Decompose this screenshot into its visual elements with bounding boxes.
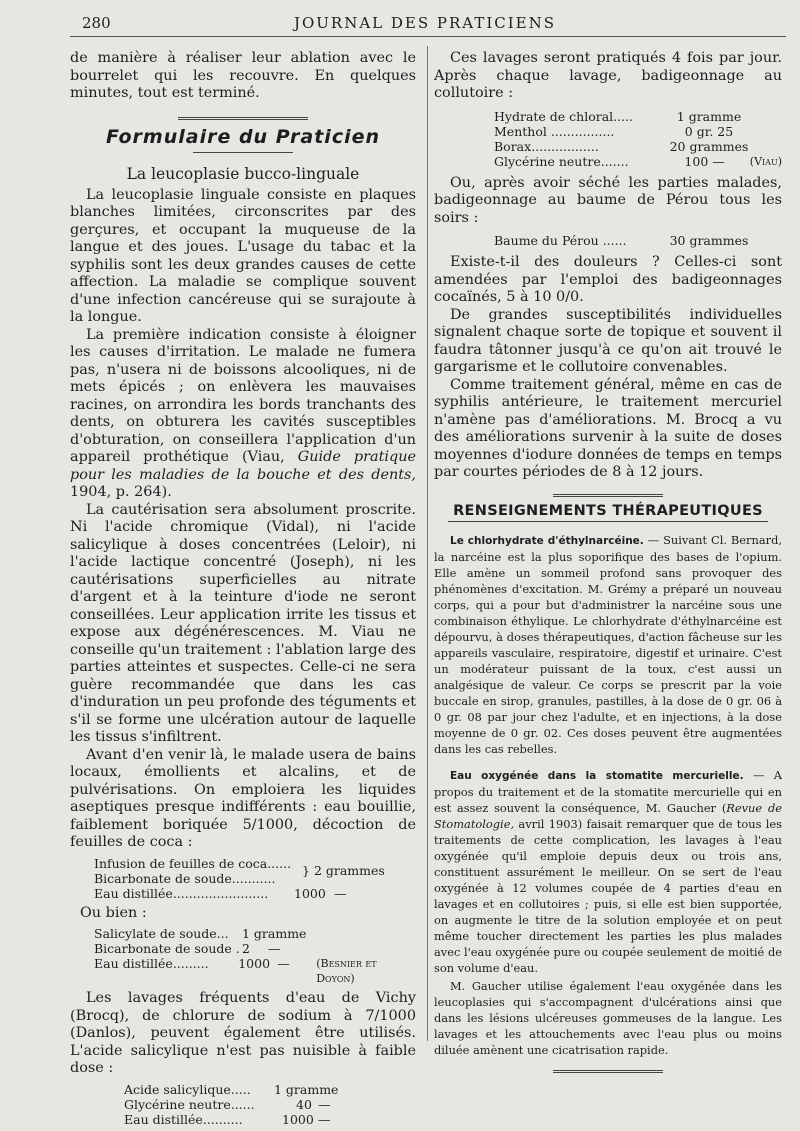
unit: — bbox=[268, 941, 281, 956]
paragraph: Comme traitement général, même en cas de syphilis antérieure, le traitement mercuriel n'amène pas d'améliorations. M. Brocq a vu des améliorations survenir à la suite de doses moyennes d'iodure données de temps en temps par courtes périodes de 8 à 12 jours. bbox=[434, 376, 782, 480]
paragraph: La leucoplasie linguale consiste en plaques blanches limitées, circonscrites par des gerçures, et occupant la muqueuse de la langue et des joues. L'usage du tabac et la syphilis sont les deux grandes causes de cette affection. La maladie se complique souvent d'une infection cancéreuse qui se surajoute à la longue. bbox=[70, 186, 416, 325]
ingredient: Baume du Pérou ...... bbox=[494, 233, 627, 248]
text: La première indication consiste à éloigner les causes d'irritation. Le malade ne fumera pas, n'usera ni de boissons alcooliques, ni de mets épicés ; on enlèvera les mauvaises racines, on arrondira les bords tranchants des dents, on obturera les cavités susceptibles d'obturation, on conseillera l'application d'un appareil prothétique (Viau, bbox=[70, 326, 416, 465]
citation: Revue de Stomatologie, bbox=[434, 800, 782, 831]
reference: (Besnier et Doyon) bbox=[316, 957, 377, 985]
ornament-rule bbox=[193, 152, 293, 153]
prescription-group bbox=[94, 856, 416, 886]
quantity: 2 grammes bbox=[313, 863, 385, 878]
prescription-line bbox=[94, 956, 416, 986]
note: M. Gaucher utilise également l'eau oxygénée dans les leucoplasies qui s'accompagnent d'ulcérations ainsi que dans les lésions ulcéreuses gommeuses de la langue. Les lavages et les attouchements avec l'eau plus ou moins diluée amènent une cicatrisation rapide. bbox=[434, 978, 782, 1057]
column-divider bbox=[427, 46, 428, 1041]
paragraph: Ces lavages seront pratiqués 4 fois par jour. Après chaque lavage, badigeonnage au collutoire : bbox=[434, 50, 782, 101]
right-column bbox=[434, 50, 782, 1073]
journal-title: JOURNAL DES PRATICIENS bbox=[293, 14, 557, 32]
prescription-line bbox=[494, 109, 782, 124]
paragraph bbox=[70, 327, 416, 502]
prescription-line: Infusion de feuilles de coca...... bbox=[94, 855, 292, 871]
note bbox=[434, 767, 782, 976]
ornament-rule bbox=[178, 117, 308, 120]
quantity: 30 grammes bbox=[669, 233, 749, 248]
ornament-rule bbox=[553, 494, 663, 497]
unit: — bbox=[334, 885, 347, 901]
quantity: 1 gramme bbox=[274, 1081, 339, 1097]
unit: — bbox=[318, 1096, 331, 1112]
prescription-line bbox=[124, 1112, 416, 1127]
paragraph: La cautérisation sera absolument proscrite. Ni l'acide chromique (Vidal), ni l'acide salicylique à doses concentrées (Leloir), ni l'acide lactique concentré (Joseph), ni les cautérisations superficielles au nitrate d'argent et à la teinture d'iode ne seront conseillées. Leur application irrite les tissus et expose aux dégénérescences. M. Viau ne conseille qu'un traitement : l'ablation large des parties atteintes et suspectes. Celle-ci ne sera guère recommandée que dans les cas d'induration un peu profonde des téguments et s'il se forme une ulcération autour de laquelle les tissus s'infiltrent. bbox=[70, 501, 416, 745]
quantity: 2 bbox=[242, 941, 250, 956]
quantity: 1000 bbox=[238, 956, 271, 971]
paragraph: Ou bien : bbox=[80, 904, 147, 921]
quantity: 0 gr. 25 bbox=[684, 123, 734, 139]
ingredient: Glycérine neutre...... bbox=[124, 1096, 255, 1112]
quantity: 1 gramme bbox=[676, 108, 742, 124]
section-title: RENSEIGNEMENTS THÉRAPEUTIQUES bbox=[453, 502, 763, 519]
prescription-line bbox=[94, 926, 416, 941]
prescription-line bbox=[494, 139, 782, 154]
prescription-line: Bicarbonate de soude........... bbox=[94, 870, 276, 886]
page-number: 280 bbox=[82, 14, 111, 32]
paragraph: Existe-t-il des douleurs ? Celles-ci sont amendées par l'emploi des badigeonnages cocaïnés, 5 à 10 0/0. bbox=[434, 254, 782, 305]
page-header bbox=[70, 12, 780, 36]
quantity: 100 — bbox=[684, 153, 725, 169]
ingredient: Eau distillée......... bbox=[94, 956, 209, 971]
ornament-rule bbox=[553, 1070, 663, 1073]
quantity: 1000 bbox=[294, 885, 326, 901]
note bbox=[434, 532, 782, 757]
ingredient: Menthol ................ bbox=[494, 123, 615, 139]
note-text: — A propos du traitement et de la stomatite mercurielle qui en est assez souvent la conséquence, M. Gaucher ( bbox=[434, 767, 782, 815]
prescription bbox=[94, 926, 416, 986]
note-title: Le chlorhydrate d'éthylnarcéine. bbox=[450, 534, 644, 547]
ingredient: Eau distillée.......... bbox=[124, 1111, 243, 1127]
prescription bbox=[124, 1082, 416, 1127]
citation: Guide pratique pour les maladies de la bouche et des dents, bbox=[70, 449, 416, 483]
prescription-line bbox=[94, 941, 416, 956]
ingredient: Eau distillée........................ bbox=[94, 885, 269, 901]
unit: — bbox=[277, 956, 290, 971]
prescription-lines bbox=[94, 856, 294, 886]
text: 1904, p. 264). bbox=[70, 484, 172, 500]
prescription bbox=[494, 233, 782, 248]
prescription-line bbox=[124, 1097, 416, 1112]
prescription bbox=[494, 109, 782, 169]
prescription bbox=[94, 856, 416, 901]
header-rule bbox=[70, 36, 786, 37]
note-text: — Suivant Cl. Bernard, la narcéine est la plus soporifique des bases de l'opium. Elle amène un sommeil profond sans provoquer des phénomènes d'excitation. M. Grémy a préparé un nouveau corps, qui a pour but d'administrer la narcéine sous une combinaison éthylique. Le chlorhydrate d'éthylnarcéine est dépourvu, à doses thérapeutiques, d'action fâcheuse sur les appareils vasculaire, respiratoire, digestif et urinaire. C'est un modérateur puissant de la toux, c'est aussi un analgésique de valeur. Ce corps se prescrit par la voie buccale en sirop, granules, pastilles, à la dose de 0 gr. 06 à 0 gr. 08 par jour chez l'adulte, et en injections, à la dose moyenne de 0 gr. 02. Ces doses peuvent être augmentées dans les cas rebelles. bbox=[434, 532, 782, 756]
prescription-line bbox=[494, 124, 782, 139]
ingredient: Glycérine neutre....... bbox=[494, 153, 629, 169]
quantity: 1000 bbox=[282, 1111, 314, 1127]
paragraph: Avant d'en venir là, le malade usera de bains locaux, émollients et alcalins, et de pulvérisations. On emploiera les liquides aseptiques presque indifférents : eau bouillie, faiblement boriquée 5/1000, décoction de feuilles de coca : bbox=[70, 746, 416, 850]
unit: — bbox=[318, 1111, 331, 1127]
spacer bbox=[434, 757, 782, 767]
left-column bbox=[70, 50, 416, 1131]
quantity: 40 bbox=[296, 1096, 312, 1112]
ingredient: Borax................. bbox=[494, 138, 599, 154]
quantity: 1 gramme bbox=[242, 926, 307, 941]
title-rule bbox=[448, 521, 768, 522]
ingredient: Acide salicylique..... bbox=[124, 1081, 251, 1097]
paragraph: Ou, après avoir séché les parties malades, badigeonnage au baume de Pérou tous les soirs : bbox=[434, 174, 782, 226]
paragraph: Les lavages fréquents d'eau de Vichy (Brocq), de chlorure de sodium à 7/1000 (Danlos), peuvent également être utilisés. L'acide salicylique n'est pas nuisible à faible dose : bbox=[70, 990, 416, 1076]
paragraph: De grandes susceptibilités individuelles signalent chaque sorte de topique et souvent il faudra tâtonner jusqu'à ce qu'on ait trouvé le gargarisme et le collutoire convenables. bbox=[434, 306, 782, 375]
note-text: avril 1903) faisait remarquer que de tous les traitements de cette complication, les lavages à l'eau oxygénée qu'il emploie depuis deux ou trois ans, constituent assurément le meilleur. On se sert de l'eau oxygénée à 12 volumes coupée de 4 parties d'eau en lavages et en collutoires ; puis, si elle est bien supportée, on augmente le titre de la solution employée et on peut même toucher directement les parties les plus malades avec l'eau oxygénée pure ou coupée seulement de moitié de son volume d'eau. bbox=[434, 816, 782, 975]
quantity: 20 grammes bbox=[669, 138, 749, 154]
prescription-line bbox=[494, 154, 782, 169]
ingredient: Salicylate de soude... bbox=[94, 926, 229, 941]
article-title: La leucoplasie bucco-linguale bbox=[126, 164, 360, 183]
ingredient: Hydrate de chloral..... bbox=[494, 108, 634, 124]
reference: (Viau) bbox=[749, 154, 782, 168]
note-title: Eau oxygénée dans la stomatite mercurielle. bbox=[450, 769, 744, 782]
prescription-line bbox=[494, 233, 782, 248]
prescription-line bbox=[94, 886, 416, 901]
section-title: Formulaire du Praticien bbox=[105, 125, 381, 148]
prescription-quantity: } 2 grammes bbox=[302, 863, 385, 878]
paragraph: de manière à réaliser leur ablation avec le bourrelet qui les recouvre. En quelques minutes, tout est terminé. bbox=[70, 50, 416, 101]
prescription-line bbox=[124, 1082, 416, 1097]
ingredient: Bicarbonate de soude . bbox=[94, 941, 240, 956]
